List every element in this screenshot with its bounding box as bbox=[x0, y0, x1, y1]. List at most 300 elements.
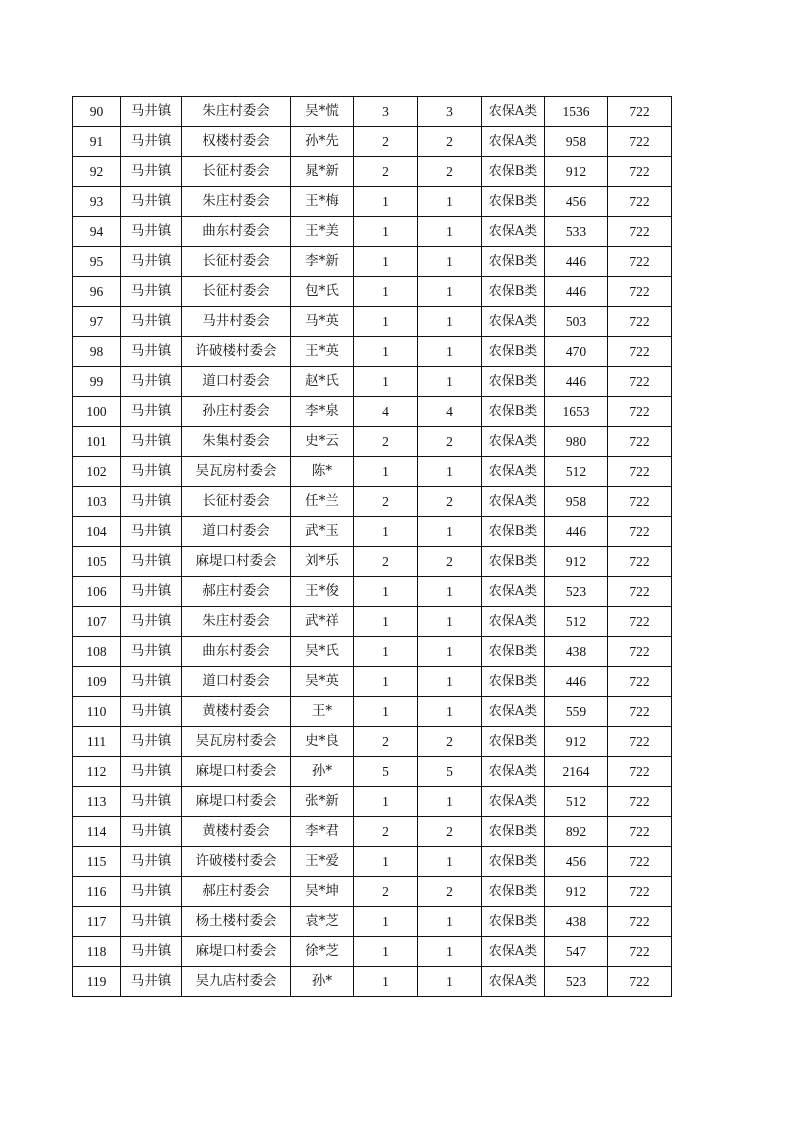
name-cell: 陈* bbox=[291, 457, 354, 487]
standard-cell: 722 bbox=[608, 817, 672, 847]
name-cell: 武*玉 bbox=[291, 517, 354, 547]
person-count-cell: 2 bbox=[418, 877, 482, 907]
table-row bbox=[73, 607, 672, 637]
insurance-type-cell: 农保B类 bbox=[482, 907, 545, 937]
household-count-cell: 1 bbox=[354, 577, 418, 607]
table-row bbox=[73, 787, 672, 817]
amount-cell: 912 bbox=[545, 547, 608, 577]
amount-cell: 547 bbox=[545, 937, 608, 967]
amount-cell: 446 bbox=[545, 367, 608, 397]
household-count-cell: 2 bbox=[354, 127, 418, 157]
person-count-cell: 1 bbox=[418, 907, 482, 937]
town-cell: 马井镇 bbox=[121, 577, 182, 607]
village-committee-cell: 麻堤口村委会 bbox=[182, 937, 291, 967]
name-cell: 王*梅 bbox=[291, 187, 354, 217]
town-cell: 马井镇 bbox=[121, 787, 182, 817]
beneficiary-table bbox=[72, 96, 672, 997]
row-number-cell: 107 bbox=[73, 607, 121, 637]
amount-cell: 912 bbox=[545, 727, 608, 757]
table-body bbox=[73, 97, 672, 997]
household-count-cell: 1 bbox=[354, 667, 418, 697]
village-committee-cell: 麻堤口村委会 bbox=[182, 787, 291, 817]
insurance-type-cell: 农保A类 bbox=[482, 967, 545, 997]
village-committee-cell: 吴九店村委会 bbox=[182, 967, 291, 997]
village-committee-cell: 道口村委会 bbox=[182, 517, 291, 547]
name-cell: 马*英 bbox=[291, 307, 354, 337]
table-row bbox=[73, 247, 672, 277]
amount-cell: 2164 bbox=[545, 757, 608, 787]
table-row bbox=[73, 667, 672, 697]
row-number-cell: 115 bbox=[73, 847, 121, 877]
person-count-cell: 2 bbox=[418, 817, 482, 847]
amount-cell: 446 bbox=[545, 667, 608, 697]
village-committee-cell: 吴瓦房村委会 bbox=[182, 727, 291, 757]
village-committee-cell: 朱庄村委会 bbox=[182, 97, 291, 127]
table-row bbox=[73, 697, 672, 727]
table-row bbox=[73, 397, 672, 427]
row-number-cell: 111 bbox=[73, 727, 121, 757]
town-cell: 马井镇 bbox=[121, 337, 182, 367]
household-count-cell: 2 bbox=[354, 487, 418, 517]
town-cell: 马井镇 bbox=[121, 187, 182, 217]
insurance-type-cell: 农保B类 bbox=[482, 157, 545, 187]
amount-cell: 512 bbox=[545, 607, 608, 637]
town-cell: 马井镇 bbox=[121, 667, 182, 697]
insurance-type-cell: 农保B类 bbox=[482, 727, 545, 757]
insurance-type-cell: 农保B类 bbox=[482, 637, 545, 667]
table-row bbox=[73, 547, 672, 577]
village-committee-cell: 黄楼村委会 bbox=[182, 697, 291, 727]
table-row bbox=[73, 277, 672, 307]
row-number-cell: 109 bbox=[73, 667, 121, 697]
row-number-cell: 101 bbox=[73, 427, 121, 457]
name-cell: 晁*新 bbox=[291, 157, 354, 187]
table-row bbox=[73, 457, 672, 487]
person-count-cell: 1 bbox=[418, 637, 482, 667]
village-committee-cell: 长征村委会 bbox=[182, 157, 291, 187]
town-cell: 马井镇 bbox=[121, 97, 182, 127]
insurance-type-cell: 农保B类 bbox=[482, 667, 545, 697]
household-count-cell: 1 bbox=[354, 337, 418, 367]
village-committee-cell: 权楼村委会 bbox=[182, 127, 291, 157]
amount-cell: 533 bbox=[545, 217, 608, 247]
name-cell: 王*爱 bbox=[291, 847, 354, 877]
town-cell: 马井镇 bbox=[121, 487, 182, 517]
standard-cell: 722 bbox=[608, 337, 672, 367]
person-count-cell: 1 bbox=[418, 307, 482, 337]
name-cell: 王* bbox=[291, 697, 354, 727]
household-count-cell: 1 bbox=[354, 307, 418, 337]
standard-cell: 722 bbox=[608, 277, 672, 307]
row-number-cell: 118 bbox=[73, 937, 121, 967]
name-cell: 孙* bbox=[291, 967, 354, 997]
row-number-cell: 90 bbox=[73, 97, 121, 127]
person-count-cell: 2 bbox=[418, 547, 482, 577]
person-count-cell: 1 bbox=[418, 697, 482, 727]
insurance-type-cell: 农保A类 bbox=[482, 937, 545, 967]
household-count-cell: 2 bbox=[354, 547, 418, 577]
insurance-type-cell: 农保A类 bbox=[482, 787, 545, 817]
standard-cell: 722 bbox=[608, 457, 672, 487]
person-count-cell: 1 bbox=[418, 787, 482, 817]
standard-cell: 722 bbox=[608, 697, 672, 727]
village-committee-cell: 郝庄村委会 bbox=[182, 877, 291, 907]
amount-cell: 559 bbox=[545, 697, 608, 727]
insurance-type-cell: 农保B类 bbox=[482, 547, 545, 577]
person-count-cell: 1 bbox=[418, 667, 482, 697]
household-count-cell: 4 bbox=[354, 397, 418, 427]
person-count-cell: 1 bbox=[418, 217, 482, 247]
insurance-type-cell: 农保A类 bbox=[482, 307, 545, 337]
row-number-cell: 103 bbox=[73, 487, 121, 517]
household-count-cell: 1 bbox=[354, 697, 418, 727]
name-cell: 史*云 bbox=[291, 427, 354, 457]
household-count-cell: 1 bbox=[354, 457, 418, 487]
standard-cell: 722 bbox=[608, 127, 672, 157]
person-count-cell: 1 bbox=[418, 967, 482, 997]
amount-cell: 512 bbox=[545, 457, 608, 487]
person-count-cell: 2 bbox=[418, 127, 482, 157]
village-committee-cell: 曲东村委会 bbox=[182, 637, 291, 667]
town-cell: 马井镇 bbox=[121, 367, 182, 397]
amount-cell: 456 bbox=[545, 187, 608, 217]
amount-cell: 523 bbox=[545, 967, 608, 997]
town-cell: 马井镇 bbox=[121, 967, 182, 997]
insurance-type-cell: 农保A类 bbox=[482, 127, 545, 157]
village-committee-cell: 朱庄村委会 bbox=[182, 607, 291, 637]
name-cell: 张*新 bbox=[291, 787, 354, 817]
table-row bbox=[73, 937, 672, 967]
village-committee-cell: 黄楼村委会 bbox=[182, 817, 291, 847]
person-count-cell: 1 bbox=[418, 577, 482, 607]
row-number-cell: 104 bbox=[73, 517, 121, 547]
household-count-cell: 1 bbox=[354, 637, 418, 667]
table-row bbox=[73, 817, 672, 847]
name-cell: 赵*氏 bbox=[291, 367, 354, 397]
household-count-cell: 1 bbox=[354, 787, 418, 817]
person-count-cell: 1 bbox=[418, 517, 482, 547]
household-count-cell: 2 bbox=[354, 877, 418, 907]
table-row bbox=[73, 157, 672, 187]
insurance-type-cell: 农保A类 bbox=[482, 427, 545, 457]
household-count-cell: 5 bbox=[354, 757, 418, 787]
amount-cell: 456 bbox=[545, 847, 608, 877]
name-cell: 史*良 bbox=[291, 727, 354, 757]
table-row bbox=[73, 637, 672, 667]
amount-cell: 958 bbox=[545, 127, 608, 157]
name-cell: 吴*英 bbox=[291, 667, 354, 697]
insurance-type-cell: 农保B类 bbox=[482, 517, 545, 547]
row-number-cell: 105 bbox=[73, 547, 121, 577]
name-cell: 吴*慌 bbox=[291, 97, 354, 127]
person-count-cell: 2 bbox=[418, 487, 482, 517]
town-cell: 马井镇 bbox=[121, 697, 182, 727]
village-committee-cell: 麻堤口村委会 bbox=[182, 757, 291, 787]
name-cell: 王*英 bbox=[291, 337, 354, 367]
town-cell: 马井镇 bbox=[121, 547, 182, 577]
town-cell: 马井镇 bbox=[121, 217, 182, 247]
table-row bbox=[73, 427, 672, 457]
town-cell: 马井镇 bbox=[121, 397, 182, 427]
name-cell: 李*新 bbox=[291, 247, 354, 277]
name-cell: 李*君 bbox=[291, 817, 354, 847]
household-count-cell: 1 bbox=[354, 277, 418, 307]
person-count-cell: 1 bbox=[418, 607, 482, 637]
row-number-cell: 114 bbox=[73, 817, 121, 847]
amount-cell: 470 bbox=[545, 337, 608, 367]
row-number-cell: 113 bbox=[73, 787, 121, 817]
insurance-type-cell: 农保B类 bbox=[482, 247, 545, 277]
table-row bbox=[73, 487, 672, 517]
town-cell: 马井镇 bbox=[121, 907, 182, 937]
table-row bbox=[73, 367, 672, 397]
village-committee-cell: 孙庄村委会 bbox=[182, 397, 291, 427]
household-count-cell: 1 bbox=[354, 937, 418, 967]
row-number-cell: 98 bbox=[73, 337, 121, 367]
row-number-cell: 108 bbox=[73, 637, 121, 667]
insurance-type-cell: 农保B类 bbox=[482, 187, 545, 217]
town-cell: 马井镇 bbox=[121, 457, 182, 487]
amount-cell: 438 bbox=[545, 637, 608, 667]
town-cell: 马井镇 bbox=[121, 127, 182, 157]
standard-cell: 722 bbox=[608, 217, 672, 247]
town-cell: 马井镇 bbox=[121, 607, 182, 637]
amount-cell: 958 bbox=[545, 487, 608, 517]
household-count-cell: 1 bbox=[354, 967, 418, 997]
household-count-cell: 2 bbox=[354, 427, 418, 457]
household-count-cell: 1 bbox=[354, 367, 418, 397]
village-committee-cell: 道口村委会 bbox=[182, 367, 291, 397]
amount-cell: 912 bbox=[545, 157, 608, 187]
standard-cell: 722 bbox=[608, 607, 672, 637]
village-committee-cell: 朱集村委会 bbox=[182, 427, 291, 457]
village-committee-cell: 马井村委会 bbox=[182, 307, 291, 337]
row-number-cell: 116 bbox=[73, 877, 121, 907]
household-count-cell: 1 bbox=[354, 187, 418, 217]
standard-cell: 722 bbox=[608, 307, 672, 337]
table-row bbox=[73, 97, 672, 127]
person-count-cell: 2 bbox=[418, 727, 482, 757]
row-number-cell: 97 bbox=[73, 307, 121, 337]
standard-cell: 722 bbox=[608, 847, 672, 877]
row-number-cell: 112 bbox=[73, 757, 121, 787]
name-cell: 孙* bbox=[291, 757, 354, 787]
village-committee-cell: 道口村委会 bbox=[182, 667, 291, 697]
amount-cell: 503 bbox=[545, 307, 608, 337]
table-row bbox=[73, 127, 672, 157]
standard-cell: 722 bbox=[608, 547, 672, 577]
town-cell: 马井镇 bbox=[121, 157, 182, 187]
row-number-cell: 106 bbox=[73, 577, 121, 607]
person-count-cell: 1 bbox=[418, 187, 482, 217]
row-number-cell: 119 bbox=[73, 967, 121, 997]
person-count-cell: 1 bbox=[418, 367, 482, 397]
standard-cell: 722 bbox=[608, 97, 672, 127]
amount-cell: 1536 bbox=[545, 97, 608, 127]
name-cell: 徐*芝 bbox=[291, 937, 354, 967]
table-row bbox=[73, 967, 672, 997]
village-committee-cell: 长征村委会 bbox=[182, 247, 291, 277]
amount-cell: 446 bbox=[545, 517, 608, 547]
village-committee-cell: 朱庄村委会 bbox=[182, 187, 291, 217]
person-count-cell: 3 bbox=[418, 97, 482, 127]
name-cell: 包*氏 bbox=[291, 277, 354, 307]
household-count-cell: 1 bbox=[354, 907, 418, 937]
standard-cell: 722 bbox=[608, 517, 672, 547]
insurance-type-cell: 农保B类 bbox=[482, 337, 545, 367]
amount-cell: 980 bbox=[545, 427, 608, 457]
insurance-type-cell: 农保A类 bbox=[482, 757, 545, 787]
insurance-type-cell: 农保A类 bbox=[482, 97, 545, 127]
household-count-cell: 1 bbox=[354, 217, 418, 247]
standard-cell: 722 bbox=[608, 787, 672, 817]
village-committee-cell: 吴瓦房村委会 bbox=[182, 457, 291, 487]
town-cell: 马井镇 bbox=[121, 937, 182, 967]
table-row bbox=[73, 517, 672, 547]
standard-cell: 722 bbox=[608, 157, 672, 187]
insurance-type-cell: 农保A类 bbox=[482, 457, 545, 487]
standard-cell: 722 bbox=[608, 427, 672, 457]
standard-cell: 722 bbox=[608, 757, 672, 787]
person-count-cell: 1 bbox=[418, 457, 482, 487]
standard-cell: 722 bbox=[608, 877, 672, 907]
name-cell: 孙*先 bbox=[291, 127, 354, 157]
row-number-cell: 95 bbox=[73, 247, 121, 277]
table-row bbox=[73, 847, 672, 877]
town-cell: 马井镇 bbox=[121, 817, 182, 847]
town-cell: 马井镇 bbox=[121, 517, 182, 547]
town-cell: 马井镇 bbox=[121, 277, 182, 307]
table-row bbox=[73, 907, 672, 937]
row-number-cell: 117 bbox=[73, 907, 121, 937]
standard-cell: 722 bbox=[608, 727, 672, 757]
standard-cell: 722 bbox=[608, 367, 672, 397]
insurance-type-cell: 农保B类 bbox=[482, 367, 545, 397]
table-row bbox=[73, 757, 672, 787]
village-committee-cell: 杨土楼村委会 bbox=[182, 907, 291, 937]
village-committee-cell: 麻堤口村委会 bbox=[182, 547, 291, 577]
village-committee-cell: 曲东村委会 bbox=[182, 217, 291, 247]
household-count-cell: 2 bbox=[354, 817, 418, 847]
amount-cell: 438 bbox=[545, 907, 608, 937]
town-cell: 马井镇 bbox=[121, 247, 182, 277]
row-number-cell: 110 bbox=[73, 697, 121, 727]
town-cell: 马井镇 bbox=[121, 727, 182, 757]
standard-cell: 722 bbox=[608, 487, 672, 517]
standard-cell: 722 bbox=[608, 907, 672, 937]
insurance-type-cell: 农保A类 bbox=[482, 577, 545, 607]
household-count-cell: 1 bbox=[354, 607, 418, 637]
insurance-type-cell: 农保A类 bbox=[482, 697, 545, 727]
table-row bbox=[73, 727, 672, 757]
insurance-type-cell: 农保B类 bbox=[482, 397, 545, 427]
table-row bbox=[73, 187, 672, 217]
town-cell: 马井镇 bbox=[121, 427, 182, 457]
table-row bbox=[73, 577, 672, 607]
village-committee-cell: 郝庄村委会 bbox=[182, 577, 291, 607]
town-cell: 马井镇 bbox=[121, 877, 182, 907]
row-number-cell: 102 bbox=[73, 457, 121, 487]
name-cell: 王*美 bbox=[291, 217, 354, 247]
household-count-cell: 2 bbox=[354, 727, 418, 757]
table-row bbox=[73, 307, 672, 337]
village-committee-cell: 长征村委会 bbox=[182, 487, 291, 517]
row-number-cell: 92 bbox=[73, 157, 121, 187]
person-count-cell: 4 bbox=[418, 397, 482, 427]
amount-cell: 446 bbox=[545, 247, 608, 277]
amount-cell: 892 bbox=[545, 817, 608, 847]
household-count-cell: 1 bbox=[354, 517, 418, 547]
person-count-cell: 2 bbox=[418, 157, 482, 187]
insurance-type-cell: 农保A类 bbox=[482, 487, 545, 517]
household-count-cell: 1 bbox=[354, 847, 418, 877]
standard-cell: 722 bbox=[608, 667, 672, 697]
person-count-cell: 5 bbox=[418, 757, 482, 787]
household-count-cell: 2 bbox=[354, 157, 418, 187]
name-cell: 袁*芝 bbox=[291, 907, 354, 937]
insurance-type-cell: 农保B类 bbox=[482, 877, 545, 907]
standard-cell: 722 bbox=[608, 397, 672, 427]
standard-cell: 722 bbox=[608, 937, 672, 967]
name-cell: 王*俊 bbox=[291, 577, 354, 607]
town-cell: 马井镇 bbox=[121, 757, 182, 787]
village-committee-cell: 许破楼村委会 bbox=[182, 847, 291, 877]
name-cell: 武*祥 bbox=[291, 607, 354, 637]
row-number-cell: 100 bbox=[73, 397, 121, 427]
amount-cell: 912 bbox=[545, 877, 608, 907]
insurance-type-cell: 农保B类 bbox=[482, 847, 545, 877]
table-row bbox=[73, 337, 672, 367]
person-count-cell: 1 bbox=[418, 337, 482, 367]
person-count-cell: 1 bbox=[418, 247, 482, 277]
amount-cell: 1653 bbox=[545, 397, 608, 427]
town-cell: 马井镇 bbox=[121, 307, 182, 337]
household-count-cell: 3 bbox=[354, 97, 418, 127]
household-count-cell: 1 bbox=[354, 247, 418, 277]
town-cell: 马井镇 bbox=[121, 847, 182, 877]
village-committee-cell: 许破楼村委会 bbox=[182, 337, 291, 367]
name-cell: 吴*氏 bbox=[291, 637, 354, 667]
row-number-cell: 94 bbox=[73, 217, 121, 247]
village-committee-cell: 长征村委会 bbox=[182, 277, 291, 307]
amount-cell: 512 bbox=[545, 787, 608, 817]
row-number-cell: 99 bbox=[73, 367, 121, 397]
table-row bbox=[73, 877, 672, 907]
person-count-cell: 1 bbox=[418, 937, 482, 967]
insurance-type-cell: 农保A类 bbox=[482, 607, 545, 637]
insurance-type-cell: 农保A类 bbox=[482, 217, 545, 247]
table-row bbox=[73, 217, 672, 247]
insurance-type-cell: 农保B类 bbox=[482, 817, 545, 847]
person-count-cell: 1 bbox=[418, 847, 482, 877]
amount-cell: 446 bbox=[545, 277, 608, 307]
standard-cell: 722 bbox=[608, 247, 672, 277]
name-cell: 吴*坤 bbox=[291, 877, 354, 907]
standard-cell: 722 bbox=[608, 637, 672, 667]
name-cell: 李*泉 bbox=[291, 397, 354, 427]
amount-cell: 523 bbox=[545, 577, 608, 607]
town-cell: 马井镇 bbox=[121, 637, 182, 667]
row-number-cell: 93 bbox=[73, 187, 121, 217]
row-number-cell: 96 bbox=[73, 277, 121, 307]
standard-cell: 722 bbox=[608, 967, 672, 997]
row-number-cell: 91 bbox=[73, 127, 121, 157]
standard-cell: 722 bbox=[608, 187, 672, 217]
name-cell: 任*兰 bbox=[291, 487, 354, 517]
person-count-cell: 1 bbox=[418, 277, 482, 307]
insurance-type-cell: 农保B类 bbox=[482, 277, 545, 307]
person-count-cell: 2 bbox=[418, 427, 482, 457]
